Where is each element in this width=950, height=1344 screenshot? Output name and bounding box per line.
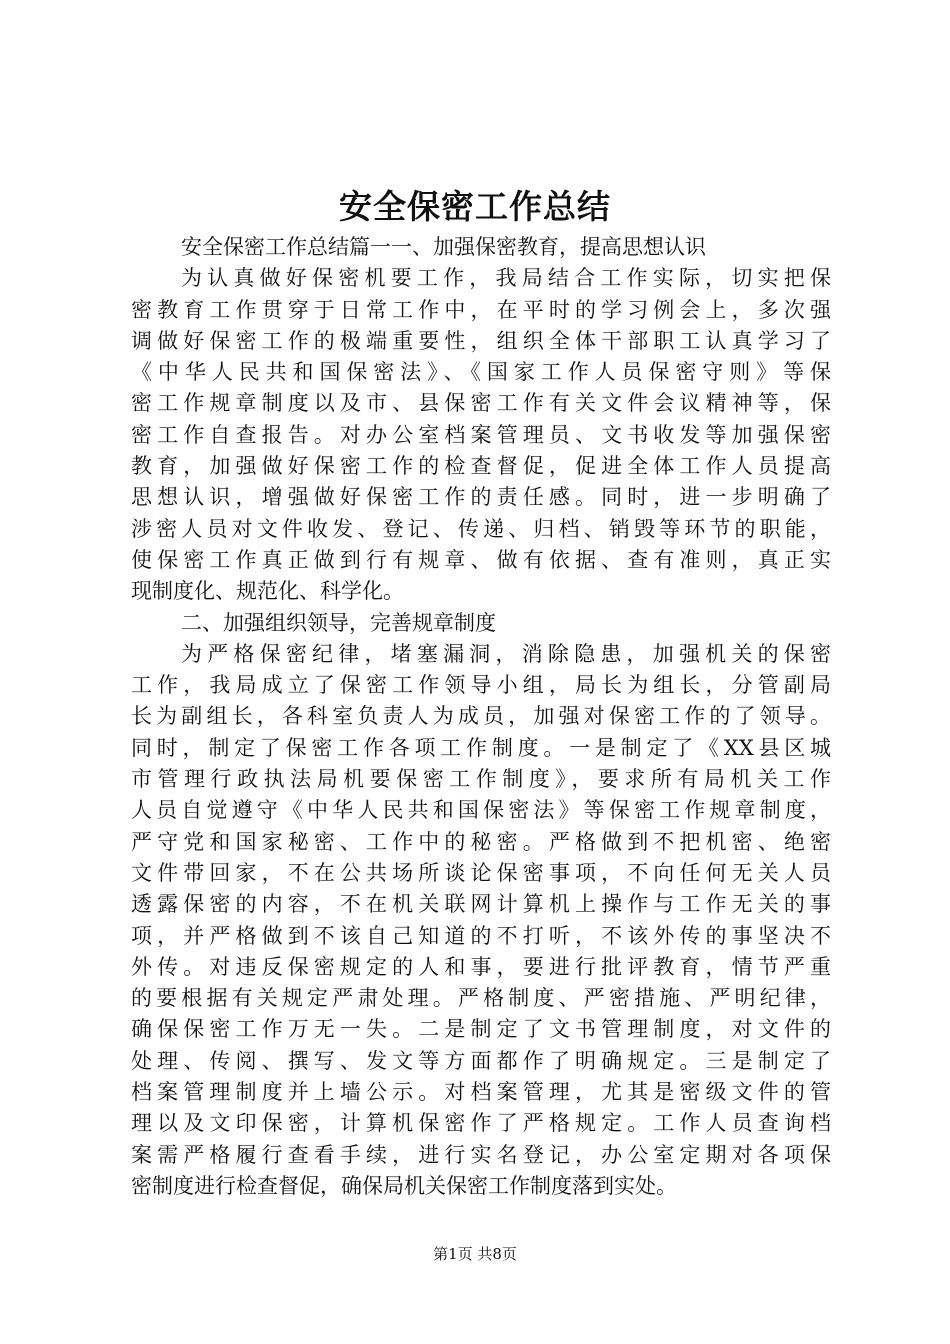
body-text-line: 市管理行政执法局机要保密工作制度》，要求所有局机关工作 — [131, 767, 831, 792]
body-text-line: 理以及文印保密，计算机保密作了严格规定。工作人员查询档 — [131, 1111, 831, 1136]
body-text-line: 透露保密的内容，不在机关联网计算机上操作与工作无关的事 — [131, 892, 831, 917]
body-text-line: 项，并严格做到不该自己知道的不打听，不该外传的事坚决不 — [131, 923, 831, 948]
document-title: 安全保密工作总结 — [339, 187, 611, 226]
body-text-line: 密制度进行检查督促，确保局机关保密工作制度落到实处。 — [131, 1173, 677, 1198]
body-text-line: 严守党和国家秘密、工作中的秘密。严格做到不把机密、绝密 — [131, 829, 831, 854]
body-text-line: 工作，我局成立了保密工作领导小组，局长为组长，分管副局 — [131, 673, 831, 698]
body-text-line: 《中华人民共和国保密法》、《国家工作人员保密守则》等保 — [131, 360, 831, 385]
body-text-line: 案需严格履行查看手续，进行实名登记，办公室定期对各项保 — [131, 1142, 831, 1167]
body-text-line: 人员自觉遵守《中华人民共和国保密法》等保密工作规章制度， — [131, 798, 831, 823]
body-text-line: 为严格保密纪律，堵塞漏洞，消除隐患，加强机关的保密 — [181, 641, 831, 666]
body-text-line: 处理、传阅、撰写、发文等方面都作了明确规定。三是制定了 — [131, 1048, 831, 1073]
body-text-line: 密教育工作贯穿于日常工作中，在平时的学习例会上，多次强 — [131, 297, 831, 322]
body-text-line: 涉密人员对文件收发、登记、传递、归档、销毁等环节的职能， — [131, 516, 831, 541]
body-text-line: 安全保密工作总结篇一一、加强保密教育，提高思想认识 — [181, 235, 706, 259]
body-text-line: 教育，加强做好保密工作的检查督促，促进全体工作人员提高 — [131, 454, 831, 479]
body-text-line: 密工作规章制度以及市、县保密工作有关文件会议精神等，保 — [131, 391, 831, 416]
body-text-line: 思想认识，增强做好保密工作的责任感。同时，进一步明确了 — [131, 485, 831, 510]
body-text-line: 长为副组长，各科室负责人为成员，加强对保密工作的了领导。 — [131, 704, 831, 729]
body-text-line: 二、加强组织领导，完善规章制度 — [181, 610, 496, 635]
body-text-line: 调做好保密工作的极端重要性，组织全体干部职工认真学习了 — [131, 328, 831, 353]
body-text-line: 文件带回家，不在公共场所谈论保密事项，不向任何无关人员 — [131, 860, 831, 885]
body-text-line: 同时，制定了保密工作各项工作制度。一是制定了《XX县区城 — [131, 735, 831, 760]
body-text-line: 的要根据有关规定严肃处理。严格制度、严密措施、严明纪律， — [131, 986, 831, 1011]
body-text-line: 使保密工作真正做到行有规章、做有依据、查有准则，真正实 — [131, 547, 831, 572]
body-text-line: 密工作自查报告。对办公室档案管理员、文书收发等加强保密 — [131, 422, 831, 447]
body-text-line: 现制度化、规范化、科学化。 — [131, 579, 404, 604]
page-footer: 第1页 共8页 — [433, 1245, 517, 1263]
document-body — [131, 232, 831, 1202]
body-text-line: 外传。对违反保密规定的人和事，要进行批评教育，情节严重 — [131, 954, 831, 979]
body-text-line: 为认真做好保密机要工作，我局结合工作实际，切实把保 — [181, 266, 831, 291]
body-text-line: 确保保密工作万无一失。二是制定了文书管理制度，对文件的 — [131, 1017, 831, 1042]
body-text-line: 档案管理制度并上墙公示。对档案管理，尤其是密级文件的管 — [131, 1080, 831, 1105]
